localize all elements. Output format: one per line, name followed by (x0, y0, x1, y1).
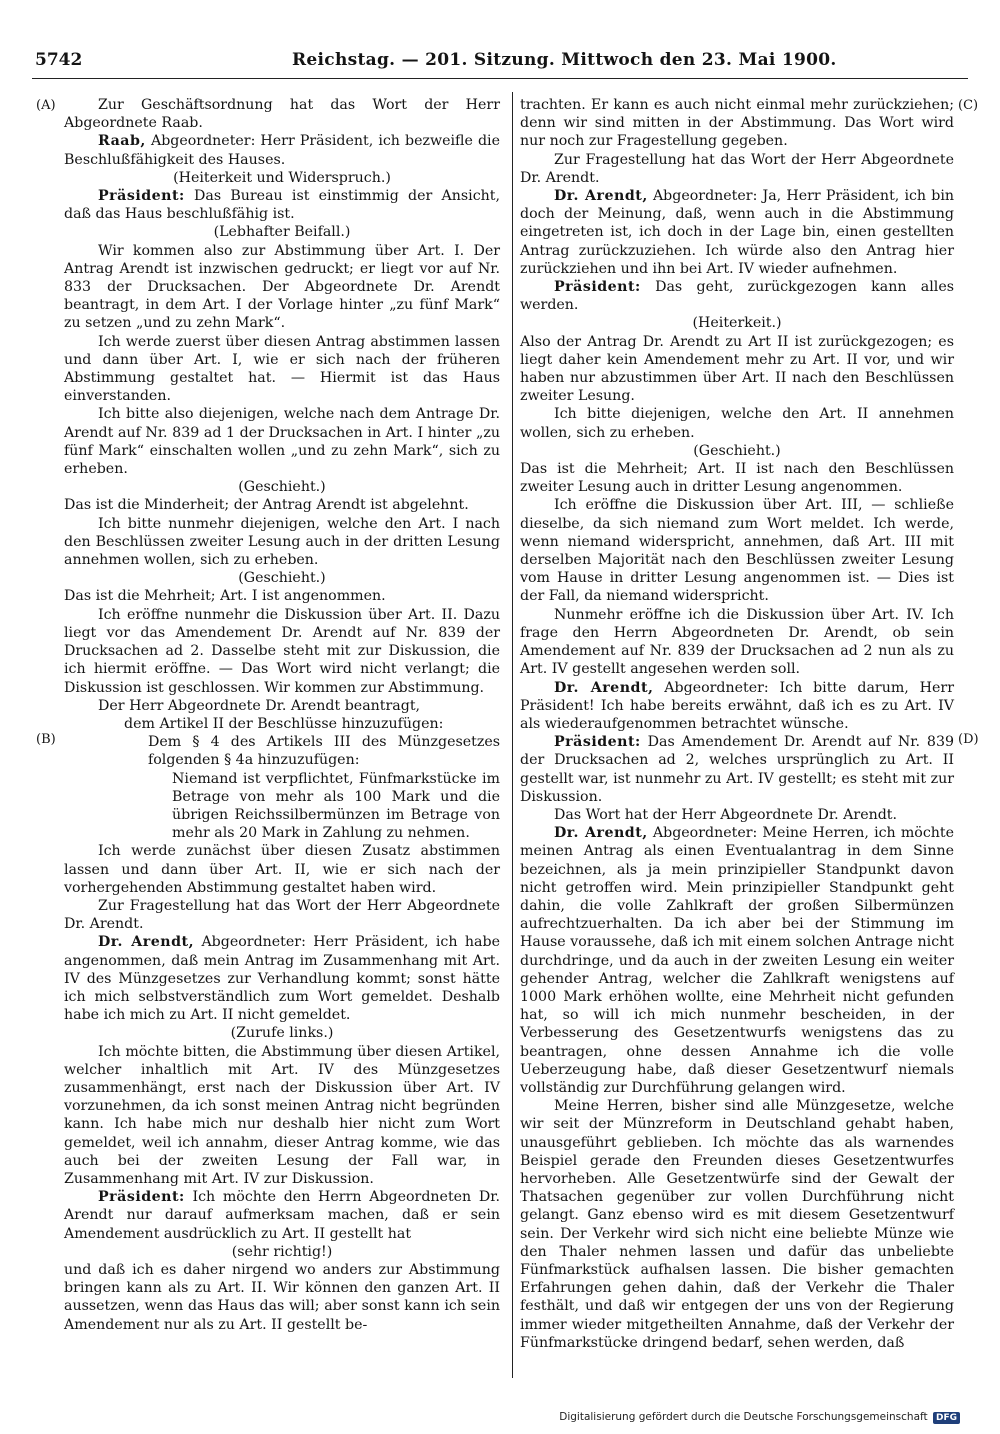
paragraph: Ich möchte bitten, die Abstimmung über diesen Artikel, welcher inhaltlich mit Art. IV des Münzgesetzes zusammenhängt, erst nach der Diskussion über Art. IV vorzunehmen, da ich sonst meinen Antrag nicht begründen kann. Ich habe mich nur deshalb hier nicht zum Wort gemeldet, weil ich annahm, dieser Antrag komme, wie das auch bei der zweiten Lesung der Fall war, in Zusammenhang mit Art. IV zur Diskussion. (64, 1043, 500, 1187)
paragraph: Präsident: Das geht, zurückgezogen kann alles werden. (520, 279, 954, 314)
margin-mark-c: (C) (958, 98, 979, 113)
speaker-name: Raab, (98, 133, 146, 150)
paragraph: Zur Geschäftsordnung hat das Wort der Herr Abgeordnete Raab. (64, 97, 500, 132)
right-column (520, 96, 954, 1352)
speaker-name: Dr. Arendt, (98, 934, 195, 951)
stage-direction: (Geschieht.) (238, 570, 326, 587)
speaker-name: Dr. Arendt, (554, 188, 648, 205)
paragraph: und daß ich es daher nirgend wo anders zur Abstimmung bringen kann als zu Art. II. Wir können den ganzen Art. II aussetzen, wenn das Haus das will; aber sonst kann ich sein Amendement nur als zu Art. II gestellt be- (64, 1262, 500, 1333)
stage-direction: (Geschieht.) (238, 479, 326, 496)
motion-text: Niemand ist verpflichtet, Fünfmarkstücke im Betrage von mehr als 100 Mark und die übrigen Reichssilbermünzen im Betrage von mehr als 20 Mark in Zahlung zu nehmen. (172, 770, 500, 842)
paragraph: Ich eröffne nunmehr die Diskussion über Art. II. Dazu liegt vor das Amendement Dr. Arendt auf Nr. 839 der Drucksachen ad 2. Dasselbe steht mit zur Diskussion, die ich hiermit eröffne. — Das Wort wird nicht verlangt; die Diskussion ist geschlossen. Wir kommen zur Abstimmung. (64, 606, 500, 696)
paragraph: Ich bitte also diejenigen, welche nach dem Antrage Dr. Arendt auf Nr. 839 ad 1 der Drucksachen in Art. I hinter „zu fünf Mark“ einschalten wollen „und zu zehn Mark“, sich zu erheben. (64, 406, 500, 478)
header-rule (32, 78, 968, 79)
speaker-name: Dr. Arendt, (554, 679, 654, 696)
paragraph: Zur Fragestellung hat das Wort der Herr Abgeordnete Dr. Arendt. (64, 897, 500, 933)
paragraph: Präsident: Das Amendement Dr. Arendt auf Nr. 839 der Drucksachen ad 2, welches ursprünglich zu Art. II gestellt war, ist nunmehr zu Art. IV gestellt; es steht mit zur Diskussion. (520, 734, 954, 805)
page-header (32, 48, 968, 74)
paragraph: Das ist die Minderheit; der Antrag Arendt ist abgelehnt. (64, 497, 469, 514)
paragraph: trachten. Er kann es auch nicht einmal mehr zurückziehen; denn wir sind mitten in der Abstimmung. Das Wort wird nur noch zur Fragestellung gegeben. (520, 97, 954, 150)
speaker-name: Präsident: (554, 279, 641, 296)
margin-mark-b: (B) (36, 732, 56, 747)
paragraph: Zur Fragestellung hat das Wort der Herr Abgeordnete Dr. Arendt. (520, 151, 954, 186)
speaker-name: Präsident: (98, 188, 185, 205)
paragraph: Dr. Arendt, Abgeordneter: Herr Präsident, ich habe angenommen, daß mein Antrag im Zusammenhang mit Art. IV des Münzgesetzes zur Verhandlung kommt; sonst hätte ich mich selbstverständlich zum Wort gemeldet. Deshalb habe ich mich zu Art. II nicht gemeldet. (64, 934, 500, 1024)
paragraph: Das Wort hat der Herr Abgeordnete Dr. Arendt. (554, 806, 898, 823)
stage-direction: (Heiterkeit.) (692, 315, 782, 332)
paragraph: Präsident: Das Bureau ist einstimmig der Ansicht, daß das Haus beschlußfähig ist. (64, 188, 500, 223)
running-title: Reichstag. — 201. Sitzung. Mittwoch den 23. Mai 1900. (292, 50, 837, 70)
paragraph: Dr. Arendt, Abgeordneter: Ich bitte darum, Herr Präsident! Ich habe bereits erwähnt, daß ich es zu Art. IV als wiederaufgenommen betrachtet wünsche. (520, 679, 954, 732)
paragraph: Dr. Arendt, Abgeordneter: Ja, Herr Präsident, ich bin doch der Meinung, daß, wenn auch in die Abstimmung eingetreten ist, ich doch in der Lage bin, einen gestellten Antrag zurückzuziehen. Ich würde also den Antrag hier zurückziehen und ihn bei Art. IV wieder aufnehmen. (520, 188, 955, 277)
paragraph: Also der Antrag Dr. Arendt zu Art II ist zurückgezogen; es liegt daher kein Amendement mehr zu Art. II vor, und wir haben nur abzustimmen über Art. II nach den Beschlüssen zweiter Lesung. (520, 333, 954, 405)
paragraph: Der Herr Abgeordnete Dr. Arendt beantragt, (98, 697, 421, 714)
speaker-name: Dr. Arendt, (554, 825, 648, 842)
funding-note (559, 1411, 960, 1424)
margin-mark-d: (D) (958, 732, 979, 747)
paragraph: Nunmehr eröffne ich die Diskussion über Art. IV. Ich frage den Herrn Abgeordneten Dr. Arendt, ob sein Amendement auf Nr. 839 der Drucksachen ad 2 nun als zu Art. IV gestellt angesehen werden soll. (520, 606, 954, 678)
paragraph: Ich werde zuerst über diesen Antrag abstimmen lassen und dann über Art. I, wie er sich nach der früheren Abstimmung gestaltet hat. — Hiermit ist das Haus einverstanden. (64, 333, 500, 405)
left-column (64, 96, 500, 1334)
stage-direction: (Geschieht.) (693, 442, 781, 459)
motion-text: Dem § 4 des Artikels III des Münzgesetzes folgenden § 4a hinzuzufügen: (148, 734, 500, 769)
margin-mark-a: (A) (36, 98, 56, 113)
paragraph: Raab, Abgeordneter: Herr Präsident, ich bezweifle die Beschlußfähigkeit des Hauses. (64, 133, 500, 168)
stage-direction: (sehr richtig!) (231, 1243, 333, 1260)
paragraph: Ich eröffne die Diskussion über Art. III, — schließe dieselbe, da sich niemand zum Wort meldet. Ich werde, wenn niemand widerspricht, annehmen, daß Art. III mit derselben Majorität nach den Beschlüssen zweiter Lesung vom Hause in dritter Lesung angenommen ist. — Dies ist der Fall, da niemand widerspricht. (520, 497, 954, 605)
stage-direction: (Zurufe links.) (230, 1025, 334, 1042)
funding-text: Digitalisierung gefördert durch die Deutsche Forschungsgemeinschaft (559, 1411, 928, 1423)
paragraph: Ich werde zunächst über diesen Zusatz abstimmen lassen und dann über Art. II, wie er sich nach der vorhergehenden Abstimmung gestaltet haben wird. (64, 843, 500, 896)
paragraph: Meine Herren, bisher sind alle Münzgesetze, welche wir seit der Münzreform in Deutschland gehabt haben, unausgeführt geblieben. Ich möchte das als warnendes Beispiel gerade den Freunden dieses Gesetzentwurfes hervorheben. Alle Gesetzentwürfe sind der Gewalt der Thatsachen gegenüber zur vollen Durchführung nicht gelangt. Ganz ebenso wird es mit diesem Gesetzentwurf sein. Der Verkehr wird sich nicht eine beliebte Münze wie den Thaler nehmen lassen und dafür das unbeliebte Fünfmarkstück aufhalsen lassen. Die bisher gemachten Erfahrungen gehen dahin, daß der Verkehr die Thaler festhält, und daß wir entgegen der uns von der Regierung immer wieder mitgetheilten Annahme, daß der Verkehr der Fünfmarkstücke dringend bedarf, sehen werden, daß (520, 1098, 954, 1351)
dfg-logo: DFG (933, 1412, 960, 1424)
paragraph: Ich bitte diejenigen, welche den Art. II annehmen wollen, sich zu erheben. (520, 406, 954, 441)
motion-text: dem Artikel II der Beschlüsse hinzuzufügen: (124, 715, 444, 732)
column-divider (512, 92, 513, 1378)
speaker-name: Präsident: (98, 1189, 185, 1206)
paragraph: Wir kommen also zur Abstimmung über Art. I. Der Antrag Arendt ist inzwischen gedruckt; er liegt vor auf Nr. 833 der Drucksachen. Der Abgeordnete Dr. Arendt beantragt, in dem Art. I der Vorlage hinter „zu fünf Mark“ zu setzen „und zu zehn Mark“. (64, 242, 500, 332)
paragraph: Das ist die Mehrheit; Art. II ist nach den Beschlüssen zweiter Lesung auch in dritter Lesung angenommen. (520, 461, 954, 496)
page-number: 5742 (35, 50, 83, 70)
paragraph: Das ist die Mehrheit; Art. I ist angenommen. (64, 588, 386, 605)
paragraph: Dr. Arendt, Abgeordneter: Meine Herren, ich möchte meinen Antrag als einen Eventualantrag in dem Sinne bezeichnen, als ja mein prinzipieller Standpunkt davon nicht getroffen wird. Mein prinzipieller Standpunkt geht dahin, die volle Zahlkraft der großen Silbermünzen aufrechtzuerhalten. Da ich aber bei der Stimmung im Hause voraussehe, daß ich mit einem solchen Antrage nicht durchdringe, und da auch in der zweiten Lesung ein weiter gehender Antrag, welcher die Zahlkraft wenigstens auf 1000 Mark erhöhen wollte, eine Mehrheit nicht gefunden hat, so will ich mich nunmehr bescheiden, in der Verbesserung des Gesetzentwurfs wenigstens das zu beantragen, ohne dessen Annahme ich die volle Ueberzeugung habe, daß dieser Gesetzentwurf niemals vollständig zur Durchführung gelangen wird. (520, 825, 955, 1096)
paragraph: Präsident: Ich möchte den Herrn Abgeordneten Dr. Arendt nur darauf aufmerksam machen, daß er sein Amendement ausdrücklich zu Art. II gestellt hat (64, 1189, 500, 1242)
stage-direction: (Heiterkeit und Widerspruch.) (173, 169, 391, 186)
speaker-name: Präsident: (554, 734, 641, 751)
stage-direction: (Lebhafter Beifall.) (213, 224, 351, 241)
paragraph: Ich bitte nunmehr diejenigen, welche den Art. I nach den Beschlüssen zweiter Lesung auch in der dritten Lesung annehmen wollen, sich zu erheben. (64, 515, 500, 569)
